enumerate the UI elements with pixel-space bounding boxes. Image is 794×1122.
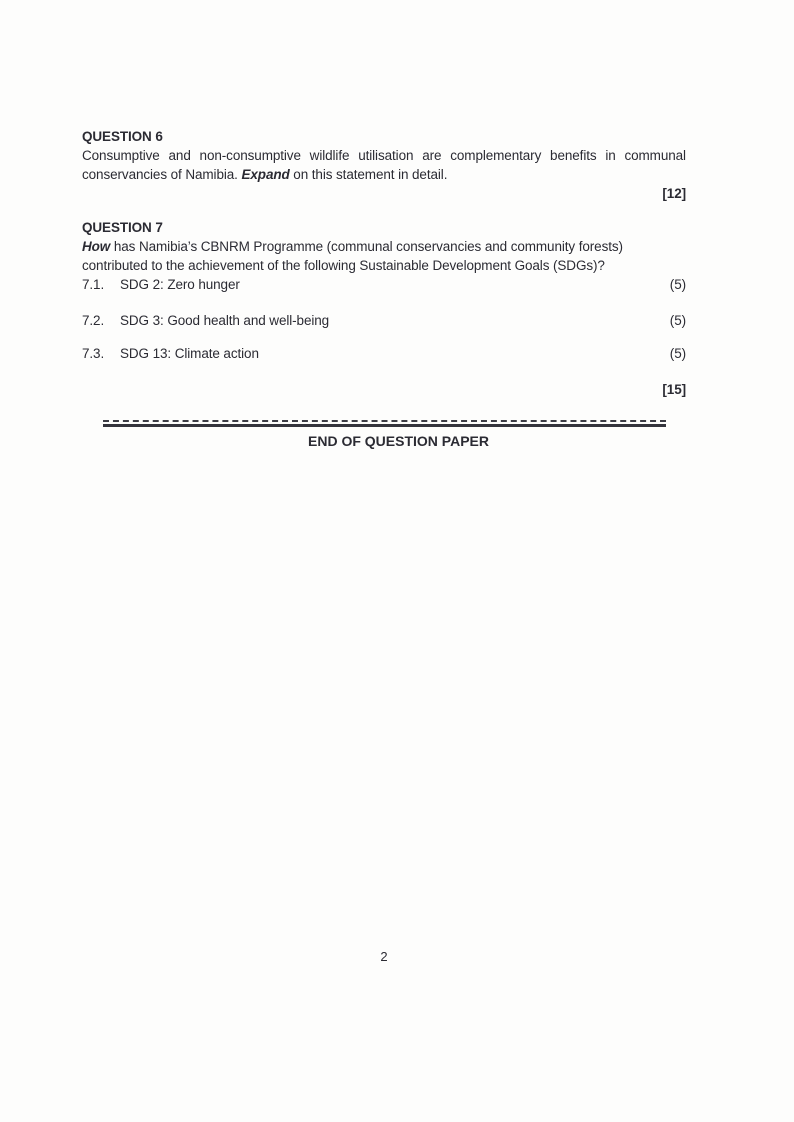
item-text: SDG 2: Zero hunger [120, 277, 240, 292]
question-7-intro-line-1 [82, 237, 686, 256]
question-6-marks: [12] [662, 186, 686, 201]
item-number: 7.1. [82, 277, 105, 292]
question-6-heading: QUESTION 6 [82, 129, 163, 144]
question-6-expand-emphasis: Expand [241, 167, 290, 182]
item-number: 7.3. [82, 346, 105, 361]
question-7-section [82, 218, 686, 399]
question-6-body-line-2-pre: conservancies of Namibia. [82, 167, 242, 182]
item-number: 7.2. [82, 313, 105, 328]
end-of-paper-label: END OF QUESTION PAPER [308, 433, 489, 449]
question-item-7-2 [82, 311, 686, 330]
page-content [82, 127, 686, 451]
question-item-7-1 [82, 275, 686, 294]
question-7-how-emphasis: How [82, 239, 111, 254]
question-6-body-line-1: Consumptive and non-consumptive wildlife utilisation are complementary benefits in communal [82, 148, 686, 163]
page-number: 2 [380, 949, 388, 964]
item-marks: (5) [669, 277, 686, 292]
question-7-total-marks: [15] [662, 382, 686, 397]
question-6-body-line-2-post: on this statement in detail. [289, 167, 448, 182]
end-divider-line [103, 420, 666, 427]
item-marks: (5) [669, 346, 686, 361]
item-text: SDG 3: Good health and well-being [120, 313, 330, 328]
question-7-intro-line-2: contributed to the achievement of the following Sustainable Development Goals (SDGs)? [82, 258, 605, 273]
question-7-intro-line-1-rest: has Namibia’s CBNRM Programme (communal conservancies and community forests) [110, 239, 623, 254]
question-7-heading: QUESTION 7 [82, 220, 163, 235]
item-marks: (5) [669, 313, 686, 328]
item-text: SDG 13: Climate action [120, 346, 259, 361]
question-item-7-3 [82, 344, 686, 363]
question-6-body-line-2 [82, 165, 686, 184]
question-6-section [82, 127, 686, 203]
